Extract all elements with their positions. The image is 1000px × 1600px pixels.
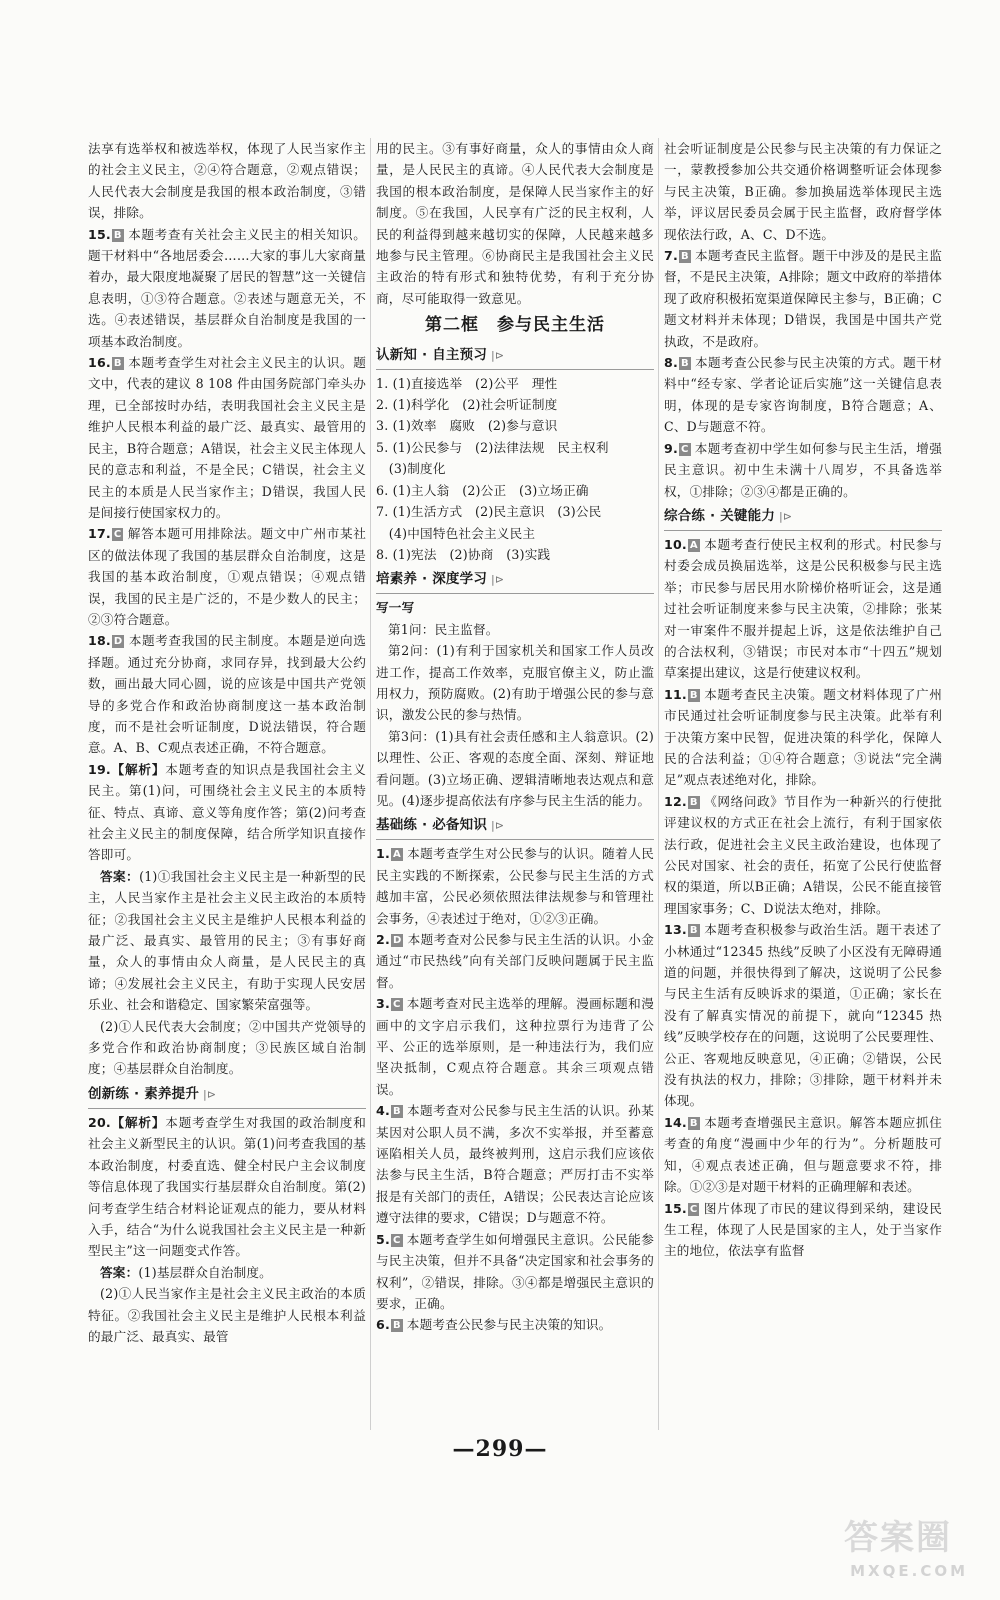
explanation-text: 本题考查公民参与民主决策的方式。题干材料中“经专家、学者论证后实施”这一关键信息表明，体现的是专家咨询制度，B符合题意；A、C、D与题意不符。 [664,355,942,435]
column-divider-2 [658,138,659,1430]
question-number: 16. [88,355,111,371]
preview-answer-line: 5. (1)公民参与 (2)法律法规 民主权利 [376,439,609,455]
answer-item [664,438,942,502]
question-number: 8. [664,355,678,371]
question-number: 10. [664,536,687,552]
preview-answer-line: 8. (1)宪法 (2)协商 (3)实践 [376,546,551,562]
explanation-text: 图片体现了市民的建议得到采纳，建设民生工程，体现了人民是国家的主人，处于当家作主的地位，依法享有监督 [664,1200,942,1259]
answer-text: (2)①人民当家作主是社会主义民主政治的本质特征。②我国社会主义民主是维护人民根本利益的最广泛、最真实、最管 [88,1286,366,1344]
explanation-text: 本题考查对公民参与民主生活的认识。孙某某因对公职人员不满，多次不实举报，并至蓄意诬陷相关人员，最终被判刑，这启示我们应该依法参与民主生活，B符合题意；严厉打击不实举报是有关部门的责任，A错误；公民表达言论应该遵守法律的要求，C错误；D与题意不符。 [376,1103,654,1226]
question-number: 18. [88,633,111,649]
section-heading [376,813,654,840]
answer-choice-badge: B [689,689,698,701]
question-number: 5. [376,1231,390,1247]
question-number: 1. [376,846,390,862]
explanation-text: 《网络问政》节目作为一种新兴的行使批评建议权的方式正在社会上流行，有利于国家依法行政，促进社会主义民主政治建设，也体现了公民对国家、社会的责任，拓宽了公民行使监督权的渠道，所以B正确；A错误，公民不能直接管理国家事务；C、D说法太绝对，排除。 [664,793,942,916]
watermark-text: 答案圈 [844,1518,952,1558]
answer-item [88,630,366,758]
section-arrow-icon: |⊳ [779,509,793,523]
explanation-text: 本题考查的知识点是我国社会主义民主。第(1)问，可围绕社会主义民主的本质特征、特点、真谛、意义等角度作答；第(2)问考查社会主义民主的制度保障，结合所学知识直接作答即可。 [88,761,367,863]
watermark-logo [788,1510,978,1590]
section-arrow-icon: |⊳ [491,819,505,833]
question-number: 17. [88,526,111,542]
answer-text: (2)①人民代表大会制度；②中国共产党领导的多党合作和政治协商制度；③民族区域自治制度；④基层群众自治制度。 [88,1018,366,1077]
section-heading-text: 认新知 · 自主预习 [376,346,488,363]
answer-choice-badge: C [680,443,689,455]
page-number: —299— [452,1436,548,1462]
answer-item [664,791,942,919]
question-number: 9. [664,440,678,456]
preview-answer-line: 2. (1)科学化 (2)社会听证制度 [376,397,558,413]
answer-choice-badge: B [689,1117,698,1129]
answer-choice-badge: B [113,229,122,241]
answer-item [376,1100,654,1228]
explanation-text: 本题考查行使民主权利的形式。村民参与村委会成员换届选举，这是公民积极参与民主选举；市民参与居民用水阶梯价格听证会，这是通过社会听证制度来参与民主决策，②排除；张某对一审案件不服并提起上诉，这是依法维护自己的合法权利，③错误；市民对本市“十四五”规划草案提出建议，这是行使建议权利。 [664,536,942,681]
explanation-text: 本题考查学生对公民参与的认识。随着人民民主实践的不断探索，公民参与民主生活的方式越加丰富，公民必须依照法律法规参与和管理社会事务，④表述过于绝对，①②③正确。 [376,846,654,926]
answer-item [376,929,654,993]
question-number: 13. [664,922,687,938]
answer-choice-badge: C [392,1234,401,1246]
preview-answer-line: (3)制度化 [376,461,446,477]
answer-choice-badge: B [113,358,122,370]
explanation-text: 本题考查学生对社会主义民主的认识。题文中，代表的建议 8 108 件由国务院部门牵头办理，已全部按时办结，表明我国社会主义民主是维护人民根本利益的最广泛、最真实、最管用的民主，B符合题意；A错误，社会主义民主体现人民的意志和利益，不是全民；C错误，社会主义民主的本质是人民当家作主；D错误，我国人民是间接行使国家权力的。 [88,355,366,520]
answer-item [664,534,942,684]
explanation-text: 本题考查我国的民主制度。本题是逆向选择题。通过充分协商，求同存异，找到最大公约数，画出最大同心圆，说的应该是中国共产党领导的多党合作和政治协商制度这一基本政治制度，而不是社会听证制度，D说法错误，符合题意。A、B、C观点表述正确，不符合题意。 [88,633,366,756]
paragraph: 第2问：(1)有利于国家机关和国家工作人员改进工作，提高工作效率，克服官僚主义，防止滥用权力，预防腐败。(2)有助于增强公民的参与意识，激发公民的参与热情。 [376,643,654,723]
answer-choice-badge: C [392,999,401,1011]
section-heading [664,504,942,531]
answer-choice-badge: B [680,251,689,263]
question-number: 14. [664,1114,687,1130]
answer-item [664,684,942,791]
answer-block [88,866,366,1016]
answer-choice-badge: C [113,529,122,541]
answer-text: (1)基层群众自治制度。 [138,1264,272,1280]
answer-choice-badge: B [689,796,698,808]
explanation-text: 本题考查民主决策。题文材料体现了广州市民通过社会听证制度参与民主决策。此举有利于决策方案中民智，促进决策的科学化，保障人民的合法利益；①④符合题意；③说法“完全满足”观点表述绝对化，排除。 [664,686,942,788]
answer-item [664,1198,942,1262]
preview-answer-line: 1. (1)直接选举 (2)公平 理性 [376,375,558,391]
question-number: 2. [376,932,390,947]
answer-choice-badge: B [392,1106,401,1118]
column-divider-1 [370,138,371,1430]
section-heading [376,343,654,370]
left-column [88,138,366,1347]
answer-text: (1)①我国社会主义民主是一种新型的民主，人民当家作主是社会主义民主政治的本质特征；②我国社会主义民主是维护人民根本利益的最广泛、最真实、最管用的民主；③有事好商量，众人的事情由众人商量，是人民民主的真谛；④发展社会主义民主，有助于实现人民安居乐业、社会和谐稳定、国家繁荣富强等。 [88,868,366,1013]
answer-label: 答案： [100,868,140,884]
analysis-label: 【解析】 [110,761,166,777]
lesson-title: 第二框 参与民主生活 [425,315,605,336]
paragraph: 第3问：(1)具有社会责任感和主人翁意识。(2)以理性、公正、客观的态度全面、深刻、辩证地看问题。(3)立场正确、逻辑清晰地表达观点和意见。(4)逐步提高依法有序参与民主生活的能力。 [376,728,654,808]
answer-choice-badge: B [680,358,689,370]
section-arrow-icon: |⊳ [491,573,505,587]
answer-choice-badge: A [392,849,401,861]
explanation-text: 本题考查民主监督。题干中涉及的是民主监督，不是民主决策，A排除；题文中政府的举措体现了政府积极拓宽渠道保障民主参与，B正确；C题文材料并未体现；D错误，我国是中国共产党执政，不是政府。 [664,248,942,349]
analysis-label: 【解析】 [110,1114,166,1130]
answer-choice-badge: D [392,935,402,946]
continued-text: 社会听证制度是公民参与民主决策的有力保证之一，蒙教授参加公共交通价格调整听证会体现参与民主决策，B正确。参加换届选举体现民主选举，评议居民委员会属于民主监督，政府督学体现依法行政，A、C、D不选。 [664,141,942,242]
answer-item [664,1112,942,1198]
answer-item [88,352,366,523]
preview-answer-line: 3. (1)效率 腐败 (2)参与意识 [376,418,558,434]
explanation-text: 本题考查公民参与民主决策的知识。 [406,1317,612,1333]
section-heading [88,1082,366,1109]
preview-answer-line: 6. (1)主人翁 (2)公正 (3)立场正确 [376,482,589,498]
continued-text: 用的民主。③有事好商量，众人的事情由众人商量，是人民民主的真谛。④人民代表大会制度是我国的根本政治制度，是保障人民当家作主的好制度。⑤在我国，人民享有广泛的民主权利，人民的利益得到越来越切实的保障，人民越来越多地参与民主管理。⑥协商民主是我国社会主义民主政治的特有形式和独特优势，有利于充分协商，尽可能取得一致意见。 [376,141,654,306]
subsection-label: 写一写 [376,600,415,616]
question-number: 3. [376,996,390,1012]
answer-label: 答案： [100,1264,139,1280]
answer-choice-badge: B [392,1320,401,1332]
answer-block [88,1283,366,1347]
section-heading-text: 基础练 · 必备知识 [376,817,488,834]
explanation-text: 本题考查对民主选举的理解。漫画标题和漫画中的文字启示我们，这种拉票行为违背了公平、公正的选举原则，是一种违法行为，我们应坚决抵制，C观点符合题意。其余三项观点错误。 [376,996,654,1097]
section-arrow-icon: |⊳ [491,348,505,362]
answer-item [664,245,942,352]
explanation-text: 本题考查增强民主意识。解答本题应抓住考查的角度“漫画中少年的行为”。分析题肢可知，④观点表述正确，但与题意要求不符，排除。①②③是对题干材料的正确理解和表述。 [664,1114,942,1195]
answer-item [88,759,366,866]
section-heading-text: 培素养 · 深度学习 [376,571,488,588]
answer-block [88,1016,366,1080]
preview-answer-line: 7. (1)生活方式 (2)民主意识 (3)公民 [376,504,602,520]
section-heading [376,567,654,594]
question-number: 19. [88,761,111,777]
middle-column [376,138,654,1336]
question-number: 12. [664,793,687,809]
explanation-text: 本题考查初中学生如何参与民主生活，增强民主意识。初中生未满十八周岁，不具备选举权，①排除；②③④都是正确的。 [664,440,942,499]
question-number: 15. [88,226,111,242]
explanation-text: 本题考查学生如何增强民主意识。公民能参与民主决策，但并不具备“决定国家和社会事务的权利”，②错误，排除。③④都是增强民主意识的要求，正确。 [376,1231,654,1311]
explanation-text: 本题考查学生对我国的政治制度和社会主义新型民主的认识。第(1)问考查我国的基本政治制度，村委直选、健全村民户主会议制度等信息体现了我国实行基层群众自治制度。第(2)问考查学生结合材料论证观点的能力，要从材料入手，结合“为什么说我国社会主义民主是一种新型民主”这一问题变式作答。 [88,1114,367,1259]
answer-block [88,1262,366,1283]
answer-item [88,523,366,630]
question-number: 7. [664,248,678,264]
answer-choice-badge: B [689,925,698,937]
answer-item [376,1314,654,1335]
preview-answer-line: (4)中国特色社会主义民主 [376,525,536,541]
section-heading-text: 综合练 · 关键能力 [664,507,776,524]
explanation-text: 本题考查积极参与政治生活。题干表述了小林通过“12345 热线”反映了小区没有无障碍通道的问题，并很快得到了解决，这说明了公民参与民主生活有反映诉求的渠道，①正确；家长在没有了解真实情况的前提下，就向“12345 热线”反映学校存在的问题，这说明了公民要理性、公正、客观地反映意见，④正确；②错误，公民没有执法的权力，排除；③排除，题干材料并未体现。 [664,922,942,1109]
section-heading-text: 创新练 · 素养提升 [88,1085,200,1102]
watermark-url: MXQE.COM [850,1562,968,1580]
answer-item [664,919,942,1112]
answer-choice-badge: C [689,1203,698,1215]
answer-item [664,352,942,438]
answer-item [88,224,366,352]
answer-choice-badge: A [689,539,698,551]
explanation-text: 解答本题可用排除法。题文中广州市某社区的做法体现了我国的基层群众自治制度，这是我国的基本政治制度，①观点错误；④观点错误，我国的民主是广泛的，不是少数人的民主；②③符合题意。 [88,526,366,627]
answer-item [376,1229,654,1315]
explanation-text: 本题考查对公民参与民主生活的认识。小金通过“市民热线”向有关部门反映问题属于民主监督。 [376,932,654,990]
answer-item [376,993,654,1100]
question-number: 6. [376,1317,390,1333]
question-number: 4. [376,1103,390,1119]
answer-item [376,843,654,929]
right-column [664,138,942,1262]
explanation-text: 本题考查有关社会主义民主的相关知识。题干材料中“各地居委会……大家的事儿大家商量着办，最大限度地凝聚了居民的智慧”这一关键信息表明，①③符合题意。②表述与题意无关，不选。④表述错误，基层群众自治制度是我国的一项基本政治制度。 [88,226,366,349]
section-arrow-icon: |⊳ [203,1087,217,1101]
answer-choice-badge: D [113,636,123,648]
question-number: 15. [664,1200,687,1216]
question-number: 11. [664,686,687,702]
continued-text: 法享有选举权和被选举权，体现了人民当家作主的社会主义民主，②④符合题意，②观点错误；人民代表大会制度是我国的根本政治制度，③错误，排除。 [88,141,366,221]
paragraph: 第1问：民主监督。 [388,621,499,637]
answer-item [88,1112,366,1262]
question-number: 20. [88,1114,111,1130]
